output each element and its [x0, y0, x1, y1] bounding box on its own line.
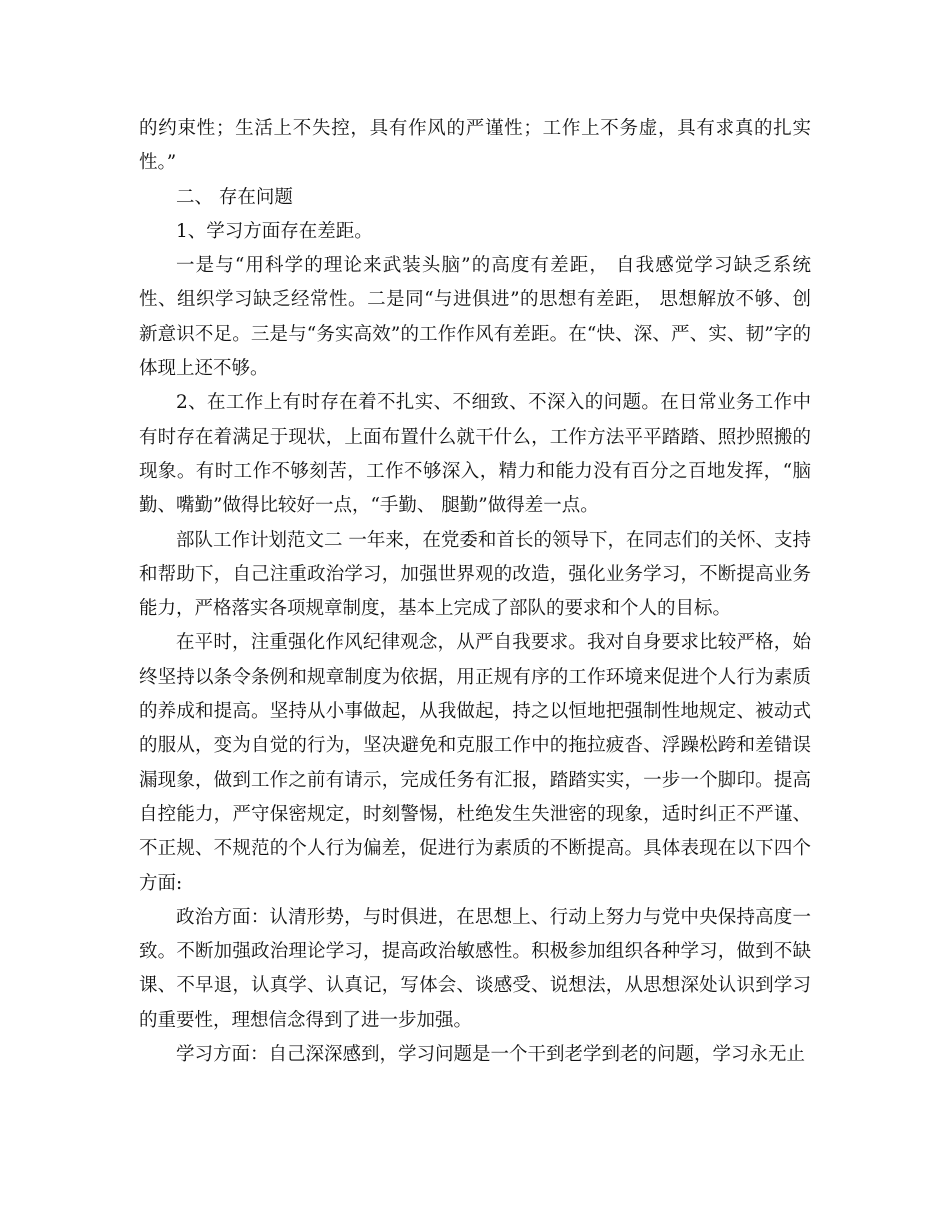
subheading-study-gap: 1、学习方面存在差距。: [176, 220, 373, 242]
paragraph-sample-two-intro: 部队工作计划范文二 一年来，在党委和首长的领导下，在同志们的关怀、支持和帮助下，自己注重政治学习，加强世界观的改造，强化业务学习，不断提高业务能力，严格落实各项规章制度，基本上完成了部队的要求和个人的目标。: [139, 529, 811, 620]
paragraph-study: 学习方面：自己深深感到，学习问题是一个干到老学到老的问题，学习永无止: [176, 1044, 806, 1066]
paragraph-discipline: 在平时，注重强化作风纪律观念，从严自我要求。我对自身要求比较严格，始终坚持以条令条例和规章制度为依据，用正规有序的工作环境来促进个人行为素质的养成和提高。坚持从小事做起，从我做起，持之以恒地把强制性地规定、被动式的服从，变为自觉的行为，坚决避免和克服工作中的拖拉疲沓、浮躁松跨和差错误漏现象，做到工作之前有请示，完成任务有汇报，踏踏实实，一步一个脚印。提高自控能力，严守保密规定，时刻警惕，杜绝发生失泄密的现象，适时纠正不严谨、不正规、不规范的个人行为偏差，促进行为素质的不断提高。具体表现在以下四个方面:: [139, 632, 811, 894]
paragraph-political: 政治方面：认清形势，与时俱进，在思想上、行动上努力与党中央保持高度一致。不断加强政治理论学习，提高政治敏感性。积极参加组织各种学习，做到不缺课、不早退，认真学、认真记，写体会、谈感受、说想法，从思想深处认识到学习的重要性，理想信念得到了进一步加强。: [139, 906, 811, 1031]
paragraph-study-gap-details: 一是与“用科学的理论来武装头脑”的高度有差距， 自我感觉学习缺乏系统性、组织学习缺乏经常性。二是同“与进俱进”的思想有差距， 思想解放不够、创新意识不足。三是与“务实高效”的工作作风有差距。在“快、深、严、实、韧”字的体现上还不够。: [139, 255, 811, 380]
paragraph-continuation: 的约束性；生活上不失控，具有作风的严谨性；工作上不务虚，具有求真的扎实性。”: [139, 118, 811, 174]
section-heading-problems: 二、 存在问题: [176, 186, 293, 208]
document-body: [139, 112, 811, 1072]
paragraph-work-problems: 2、在工作上有时存在着不扎实、不细致、不深入的问题。在日常业务工作中有时存在着满足于现状，上面布置什么就干什么，工作方法平平踏踏、照抄照搬的现象。有时工作不够刻苦，工作不够深入，精力和能力没有百分之百地发挥，“脑勤、嘴勤”做得比较好一点，“手勤、 腿勤”做得差一点。: [139, 392, 811, 517]
